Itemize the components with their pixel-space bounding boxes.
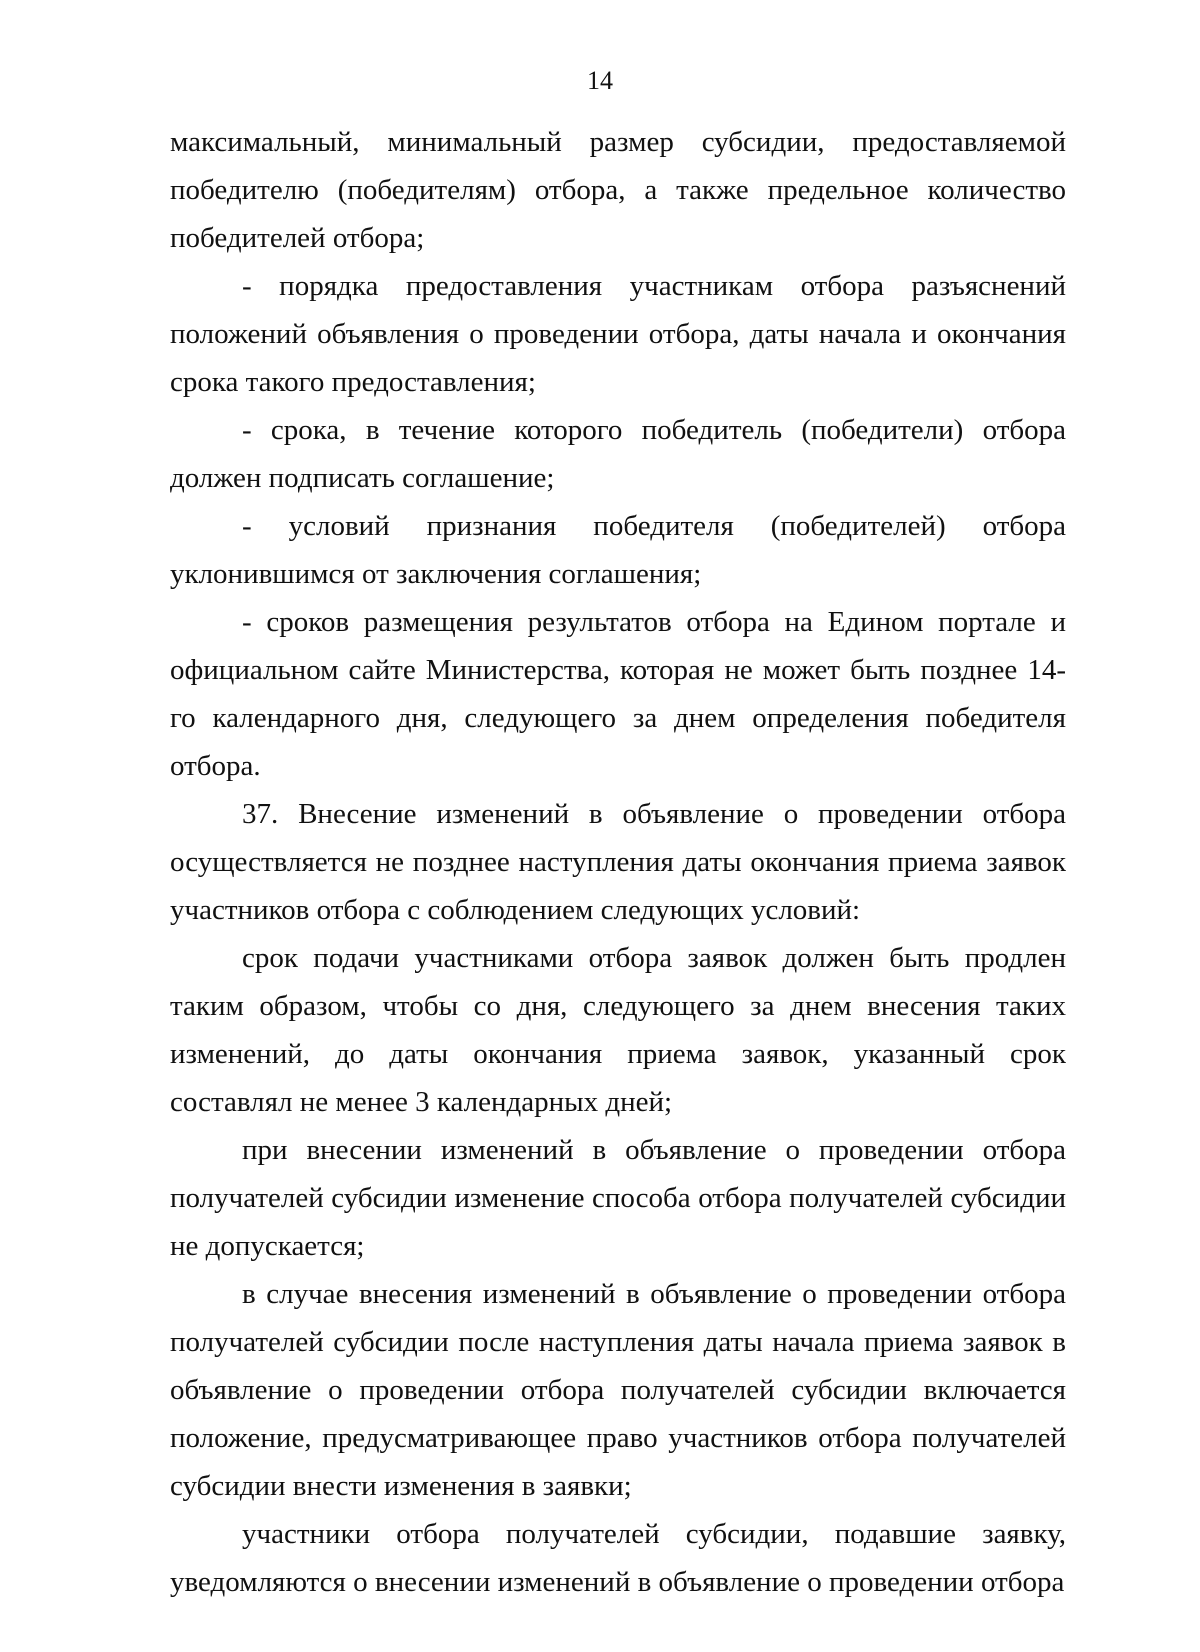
- paragraph-deadline-extension: срок подачи участниками отбора заявок должен быть продлен таким образом, чтобы со дня, следующего за днем внесения таких изменений, до даты окончания приема заявок, указанный срок составлял не менее 3 календарных дней;: [170, 942, 1066, 1118]
- paragraph-list-item-clarifications: - порядка предоставления участникам отбора разъяснений положений объявления о проведении отбора, даты начала и окончания срока такого предоставления;: [170, 270, 1066, 398]
- paragraph-list-item-results-publication: - сроков размещения результатов отбора на Едином портале и официальном сайте Министерства, которая не может быть позднее 14-го календарного дня, следующего за днем определения победителя отбора.: [170, 606, 1066, 782]
- document-body: [170, 118, 1066, 1606]
- paragraph-application-changes: в случае внесения изменений в объявление о проведении отбора получателей субсидии после наступления даты начала приема заявок в объявление о проведении отбора получателей субсидии включается положение, предусматривающее право участников отбора получателей субсидии внести изменения в заявки;: [170, 1278, 1066, 1502]
- paragraph-list-item-agreement-term: - срока, в течение которого победитель (победители) отбора должен подписать соглашение;: [170, 414, 1066, 494]
- paragraph-list-item-evasion-conditions: - условий признания победителя (победителей) отбора уклонившимся от заключения соглашения;: [170, 510, 1066, 590]
- page-number: 14: [587, 66, 613, 95]
- paragraph-continuation: максимальный, минимальный размер субсидии, предоставляемой победителю (победителям) отбора, а также предельное количество победителей отбора;: [170, 126, 1066, 254]
- paragraph-participant-notification: участники отбора получателей субсидии, подавшие заявку, уведомляются о внесении изменений в объявление о проведении отбора: [170, 1518, 1066, 1598]
- paragraph-method-change: при внесении изменений в объявление о проведении отбора получателей субсидии изменение способа отбора получателей субсидии не допускается;: [170, 1134, 1066, 1262]
- paragraph-clause-37: 37. Внесение изменений в объявление о проведении отбора осуществляется не позднее наступления даты окончания приема заявок участников отбора с соблюдением следующих условий:: [170, 798, 1066, 926]
